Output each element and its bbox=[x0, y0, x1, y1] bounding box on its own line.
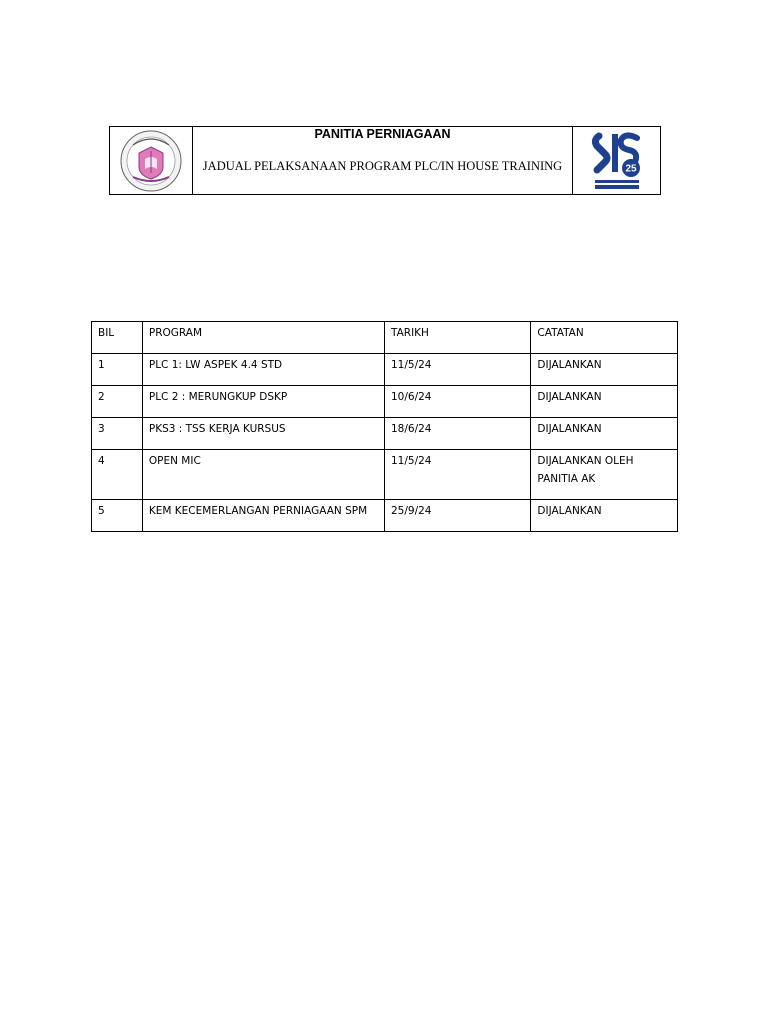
column-header-catatan: CATATAN bbox=[531, 322, 678, 354]
program-schedule-table bbox=[91, 321, 678, 532]
logo-25-text: 25 bbox=[624, 163, 637, 174]
document-header bbox=[109, 126, 661, 195]
cell-bil: 5 bbox=[92, 500, 143, 532]
table-row bbox=[92, 386, 678, 418]
table-row bbox=[92, 450, 678, 500]
anniversary-25-logo-icon bbox=[591, 130, 643, 192]
cell-tarikh: 18/6/24 bbox=[385, 418, 531, 450]
column-header-tarikh: TARIKH bbox=[385, 322, 531, 354]
cell-tarikh: 10/6/24 bbox=[385, 386, 531, 418]
cell-bil: 4 bbox=[92, 450, 143, 500]
cell-program: PKS3 : TSS KERJA KURSUS bbox=[142, 418, 384, 450]
page-subtitle: JADUAL PELAKSANAAN PROGRAM PLC/IN HOUSE TRAINING bbox=[202, 159, 563, 173]
cell-program: PLC 2 : MERUNGKUP DSKP bbox=[142, 386, 384, 418]
cell-bil: 1 bbox=[92, 354, 143, 386]
cell-catatan: DIJALANKAN bbox=[531, 500, 678, 532]
table-row bbox=[92, 418, 678, 450]
header-title-cell bbox=[193, 127, 572, 194]
cell-catatan: DIJALANKAN bbox=[531, 354, 678, 386]
cell-tarikh: 25/9/24 bbox=[385, 500, 531, 532]
cell-program: PLC 1: LW ASPEK 4.4 STD bbox=[142, 354, 384, 386]
left-logo-cell bbox=[110, 127, 193, 194]
cell-catatan-line1: DIJALANKAN OLEH bbox=[537, 455, 634, 467]
cell-program: OPEN MIC bbox=[142, 450, 384, 500]
cell-program: KEM KECEMERLANGAN PERNIAGAAN SPM bbox=[142, 500, 384, 532]
column-header-bil: BIL bbox=[92, 322, 143, 354]
cell-catatan bbox=[531, 450, 678, 500]
cell-tarikh: 11/5/24 bbox=[385, 450, 531, 500]
column-header-program: PROGRAM bbox=[142, 322, 384, 354]
cell-catatan-line2: PANITIA AK bbox=[537, 473, 596, 485]
cell-bil: 2 bbox=[92, 386, 143, 418]
page-title: PANITIA PERNIAGAAN bbox=[314, 127, 451, 141]
school-crest-logo-icon bbox=[119, 129, 183, 193]
table-header-row bbox=[92, 322, 678, 354]
right-logo-cell bbox=[572, 127, 660, 194]
table-row bbox=[92, 354, 678, 386]
cell-catatan: DIJALANKAN bbox=[531, 418, 678, 450]
cell-catatan: DIJALANKAN bbox=[531, 386, 678, 418]
table-row bbox=[92, 500, 678, 532]
cell-tarikh: 11/5/24 bbox=[385, 354, 531, 386]
cell-bil: 3 bbox=[92, 418, 143, 450]
